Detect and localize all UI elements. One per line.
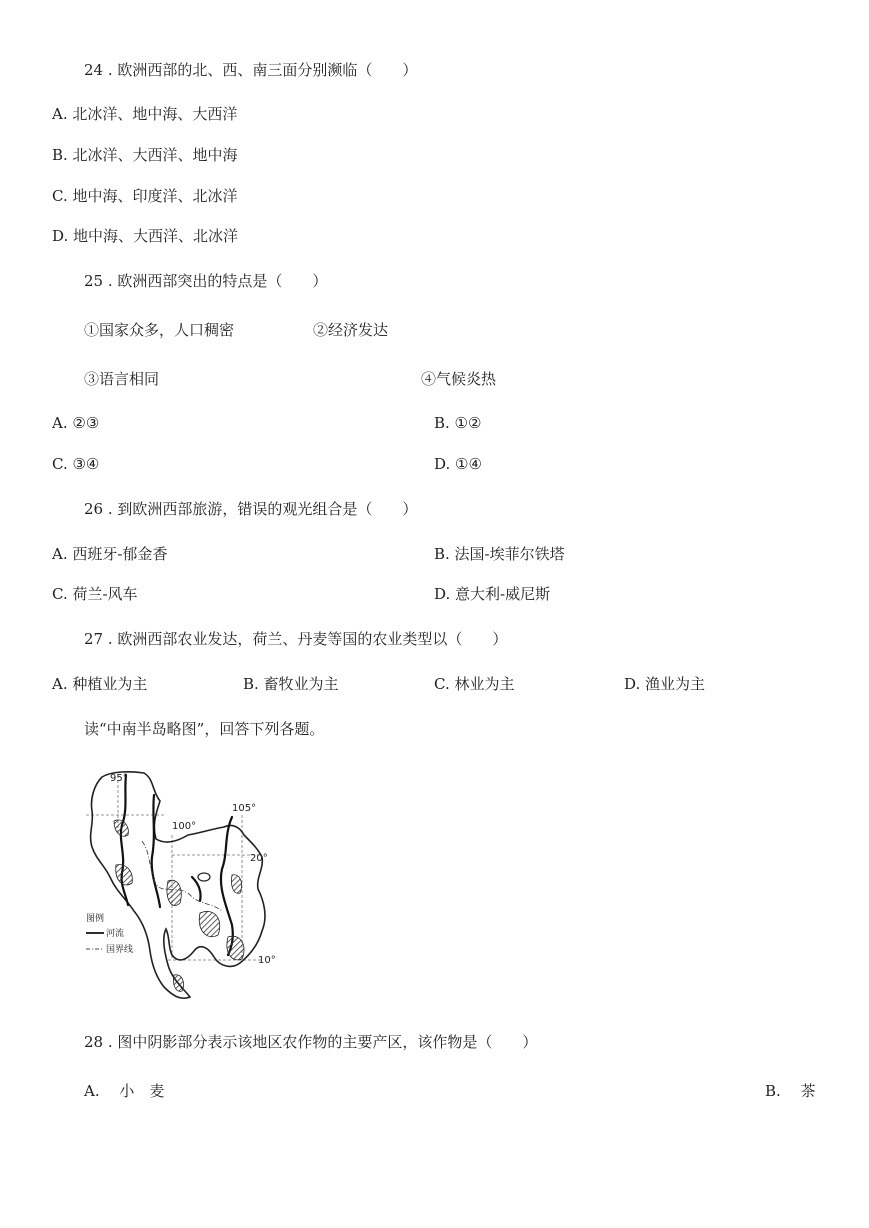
q24-option-b: B. 北冰洋、大西洋、地中海 [52,146,238,164]
q25-option-a: A. ②③ [52,414,100,432]
q24-option-a: A. 北冰洋、地中海、大西洋 [52,105,238,123]
read-map-prompt: 读“中南半岛略图”，回答下列各题。 [84,720,325,738]
label-10: 10° [258,955,276,966]
label-95: 95° [110,773,128,784]
q26-option-b: B. 法国-埃菲尔铁塔 [434,545,565,563]
q25-option-d: D. ①④ [434,455,482,473]
indochina-sketch-map [82,765,282,1005]
q27-stem: 27 . 欧洲西部农业发达，荷兰、丹麦等国的农业类型以（ ） [84,630,508,648]
q26-stem: 26 . 到欧洲西部旅游，错误的观光组合是（ ） [84,500,418,518]
label-20: 20° [250,853,268,864]
q27-option-a: A. 种植业为主 [52,675,148,693]
q28-option-a: A. 小 麦 [84,1082,165,1100]
q27-option-d: D. 渔业为主 [624,675,706,693]
q25-option-c: C. ③④ [52,455,100,473]
q26-option-d: D. 意大利-威尼斯 [434,585,551,603]
q25-option-b: B. ①② [434,414,482,432]
q24-option-d: D. 地中海、大西洋、北冰洋 [52,227,239,245]
q28-option-b: B. 茶 [765,1082,816,1100]
q27-option-b: B. 畜牧业为主 [243,675,339,693]
label-100: 100° [172,821,197,832]
q24-option-c: C. 地中海、印度洋、北冰洋 [52,187,238,205]
q24-stem: 24 . 欧洲西部的北、西、南三面分别濒临（ ） [84,61,418,79]
q25-item-3: ③语言相同 [84,370,160,388]
map-legend [86,912,133,955]
legend-border-label: 国界线 [106,945,134,955]
q26-option-c: C. 荷兰-风车 [52,585,138,603]
q25-item-2: ②经济发达 [313,321,389,339]
lake [198,873,210,881]
label-105: 105° [232,803,257,814]
q25-item-1: ①国家众多，人口稠密 [84,321,235,339]
q25-item-4: ④气候炎热 [421,370,497,388]
legend-title: 图例 [86,914,105,924]
q27-option-c: C. 林业为主 [434,675,515,693]
q25-stem: 25 . 欧洲西部突出的特点是（ ） [84,272,328,290]
legend-river-label: 河流 [106,929,125,939]
q26-option-a: A. 西班牙-郁金香 [52,545,168,563]
q28-stem: 28 . 图中阴影部分表示该地区农作物的主要产区，该作物是（ ） [84,1033,538,1051]
